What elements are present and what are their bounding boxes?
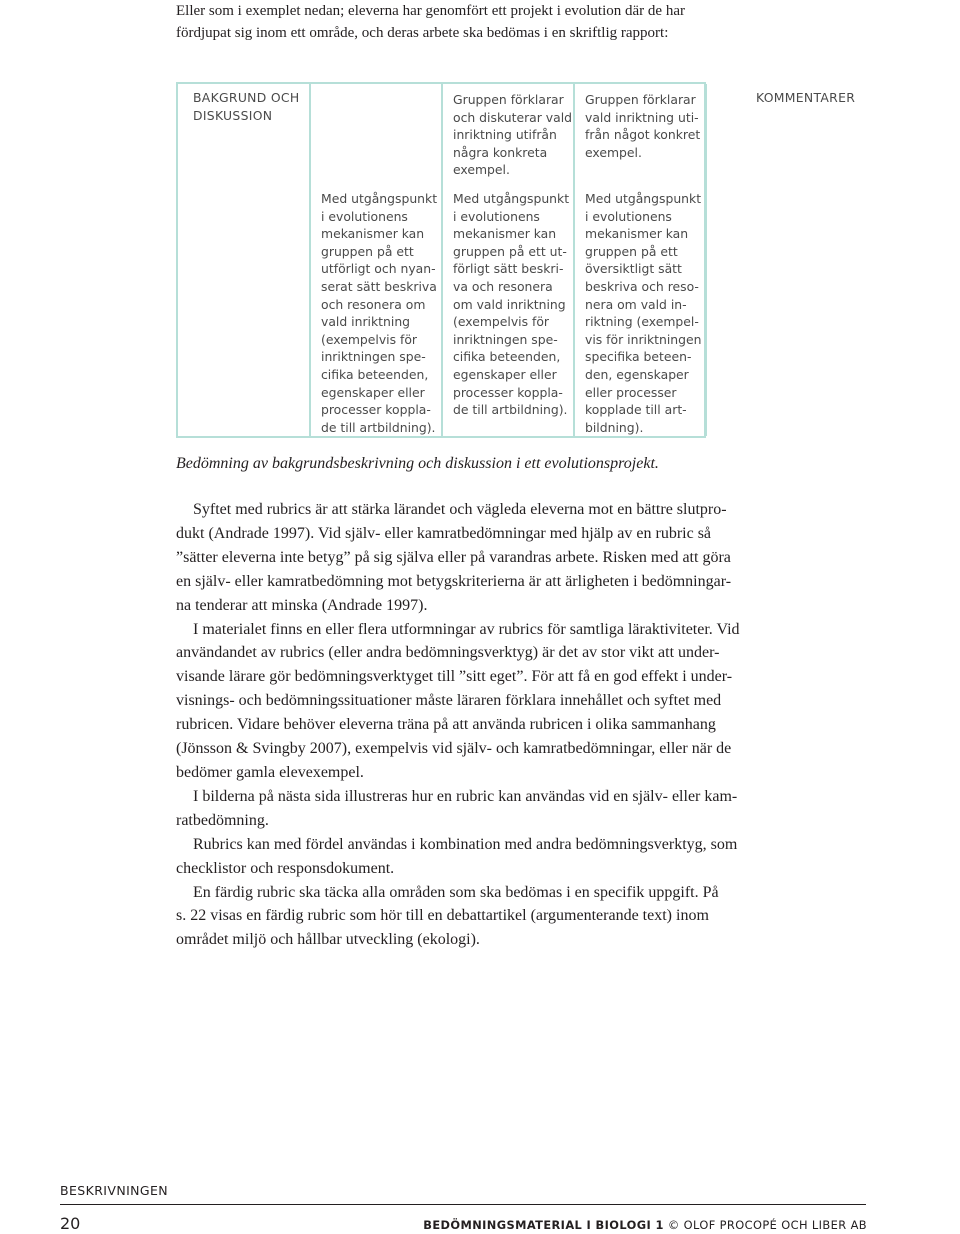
level1-line: beskriva och reso- <box>585 278 699 294</box>
comments-header-label: KOMMENTARER <box>756 90 856 105</box>
level1-line: nera om vald in- <box>585 296 687 312</box>
body-line: na tenderar att minska (Andrade 1997). <box>176 596 428 614</box>
level2-header <box>453 91 572 179</box>
criterion-header-line: DISKUSSION <box>193 107 273 123</box>
level1-description <box>585 190 702 436</box>
level3-line: cifika beteenden, <box>321 366 429 382</box>
level2-header-line: exempel. <box>453 162 510 178</box>
level2-line: egenskaper eller <box>453 366 557 382</box>
level1-line: i evolutionens <box>585 208 672 224</box>
table-caption: Bedömning av bakgrundsbeskrivning och diskussion i ett evolutionsprojekt. <box>176 455 659 472</box>
body-line: rubricen. Vidare behöver eleverna träna på att använda rubricen i olika sammanhang <box>176 716 716 734</box>
level3-line: inriktningen spe- <box>321 349 426 365</box>
level2-line: processer koppla- <box>453 384 563 400</box>
body-line: visande lärare gör bedömningsverktyget till ”sitt eget”. För att få en god effekt i under- <box>176 668 733 686</box>
body-paragraphs <box>176 498 796 952</box>
level2-line: Med utgångspunkt <box>453 191 570 206</box>
body-line: I bilderna på nästa sida illustreras hur en rubric kan användas vid en själv- eller kam- <box>193 787 738 805</box>
body-line: bedömer gamla elevexempel. <box>176 763 364 781</box>
level3-line: mekanismer kan <box>321 226 425 242</box>
section-label: BESKRIVNINGEN <box>60 1183 169 1198</box>
body-line: ”sätter eleverna inte betyg” på sig själva eller på varandras arbete. Risken med att göra <box>176 548 731 566</box>
body-line: Rubrics kan med fördel användas i kombination med andra bedömningsverktyg, som <box>193 835 738 853</box>
criterion-header <box>193 89 299 124</box>
level3-line: och resonera om <box>321 296 426 312</box>
level2-line: gruppen på ett ut- <box>453 243 567 259</box>
column-divider <box>309 84 311 436</box>
level3-description <box>321 190 437 436</box>
level1-line: kopplade till art- <box>585 402 687 418</box>
column-divider <box>705 84 707 436</box>
level3-line: de till artbildning). <box>321 419 436 435</box>
level2-description <box>453 190 569 419</box>
column-divider <box>441 84 443 436</box>
level1-line: den, egenskaper <box>585 366 689 382</box>
level3-line: vald inriktning <box>321 314 411 330</box>
body-line: användandet av rubrics (eller andra bedömningsverktyg) är det av stor vikt att under- <box>176 644 720 662</box>
criterion-header-line: BAKGRUND OCH <box>193 90 300 105</box>
intro-line: Eller som i exemplet nedan; eleverna har genomfört ett projekt i evolution där de har <box>176 3 685 19</box>
level2-line: i evolutionens <box>453 208 540 224</box>
footer-divider <box>60 1204 866 1205</box>
level1-header <box>585 91 700 161</box>
level2-line: inriktningen spe- <box>453 331 558 347</box>
rubric-table <box>176 82 856 438</box>
level2-header-line: några konkreta <box>453 144 548 160</box>
body-line: s. 22 visas en färdig rubric som hör till en debattartikel (argumenterande text) inom <box>176 907 709 925</box>
column-divider <box>573 84 575 436</box>
body-line: området miljö och hållbar utveckling (ekologi). <box>176 931 480 949</box>
level2-line: mekanismer kan <box>453 226 557 242</box>
intro-line: fördjupat sig inom ett område, och deras arbete ska bedömas i en skriftlig rapport: <box>176 25 669 41</box>
body-line: Syftet med rubrics är att stärka lärandet och vägleda eleverna mot en bättre slutpro- <box>193 501 727 518</box>
footer-title: BEDÖMNINGSMATERIAL I BIOLOGI 1 <box>423 1218 664 1232</box>
level1-line: Med utgångspunkt <box>585 191 702 206</box>
body-line: En färdig rubric ska täcka alla områden som ska bedömas i en specifik uppgift. På <box>193 883 719 901</box>
level1-line: gruppen på ett <box>585 243 678 259</box>
level1-header-line: från något konkret <box>585 127 701 143</box>
level2-line: va och resonera <box>453 278 553 294</box>
level3-line: egenskaper eller <box>321 384 425 400</box>
level3-line: gruppen på ett <box>321 243 414 259</box>
level3-line: processer koppla- <box>321 402 431 418</box>
level1-line: mekanismer kan <box>585 226 689 242</box>
intro-paragraph <box>176 0 816 44</box>
footer-credit <box>423 1218 867 1232</box>
level1-line: bildning). <box>585 419 644 435</box>
level3-line: Med utgångspunkt <box>321 191 438 206</box>
level2-line: om vald inriktning <box>453 296 566 312</box>
body-line: dukt (Andrade 1997). Vid själv- eller kamratbedömningar med hjälp av en rubric så <box>176 524 712 542</box>
footer-copyright: © OLOF PROCOPÉ OCH LIBER AB <box>667 1218 867 1232</box>
level1-header-line: Gruppen förklarar <box>585 92 696 107</box>
level2-line: förligt sätt beskri- <box>453 261 564 277</box>
level3-line: serat sätt beskriva <box>321 278 437 294</box>
body-line: en själv- eller kamratbedömning mot betygskriterierna är att ärligheten i bedömningar- <box>176 572 732 590</box>
body-line: ratbedömning. <box>176 811 269 829</box>
level2-line: cifika beteenden, <box>453 349 561 365</box>
level2-line: de till artbildning). <box>453 402 568 418</box>
body-line: visnings- och bedömningssituationer måste läraren förklara innehållet och syftet med <box>176 692 722 710</box>
level1-header-line: vald inriktning uti- <box>585 109 699 125</box>
level3-line: (exempelvis för <box>321 331 418 347</box>
body-line: (Jönsson & Svingby 2007), exempelvis vid själv- och kamratbedömningar, eller när de <box>176 740 732 758</box>
level2-header-line: Gruppen förklarar <box>453 92 564 107</box>
body-line: checklistor och responsdokument. <box>176 859 395 877</box>
level3-line: utförligt och nyan- <box>321 261 436 277</box>
level1-line: vis för inriktningen <box>585 331 702 347</box>
body-line: I materialet finns en eller flera utformningar av rubrics för samtliga läraktiviteter. Vid <box>193 620 740 638</box>
level1-line: översiktligt sätt <box>585 261 682 277</box>
level1-line: eller processer <box>585 384 677 400</box>
level1-line: riktning (exempel- <box>585 314 699 330</box>
level2-header-line: och diskuterar vald <box>453 109 573 125</box>
page-number: 20 <box>60 1214 81 1233</box>
level3-line: i evolutionens <box>321 208 408 224</box>
level2-line: (exempelvis för <box>453 314 550 330</box>
comments-header <box>756 89 855 107</box>
level2-header-line: inriktning utifrån <box>453 127 557 143</box>
level1-line: specifika beteen- <box>585 349 692 365</box>
level1-header-line: exempel. <box>585 144 642 160</box>
